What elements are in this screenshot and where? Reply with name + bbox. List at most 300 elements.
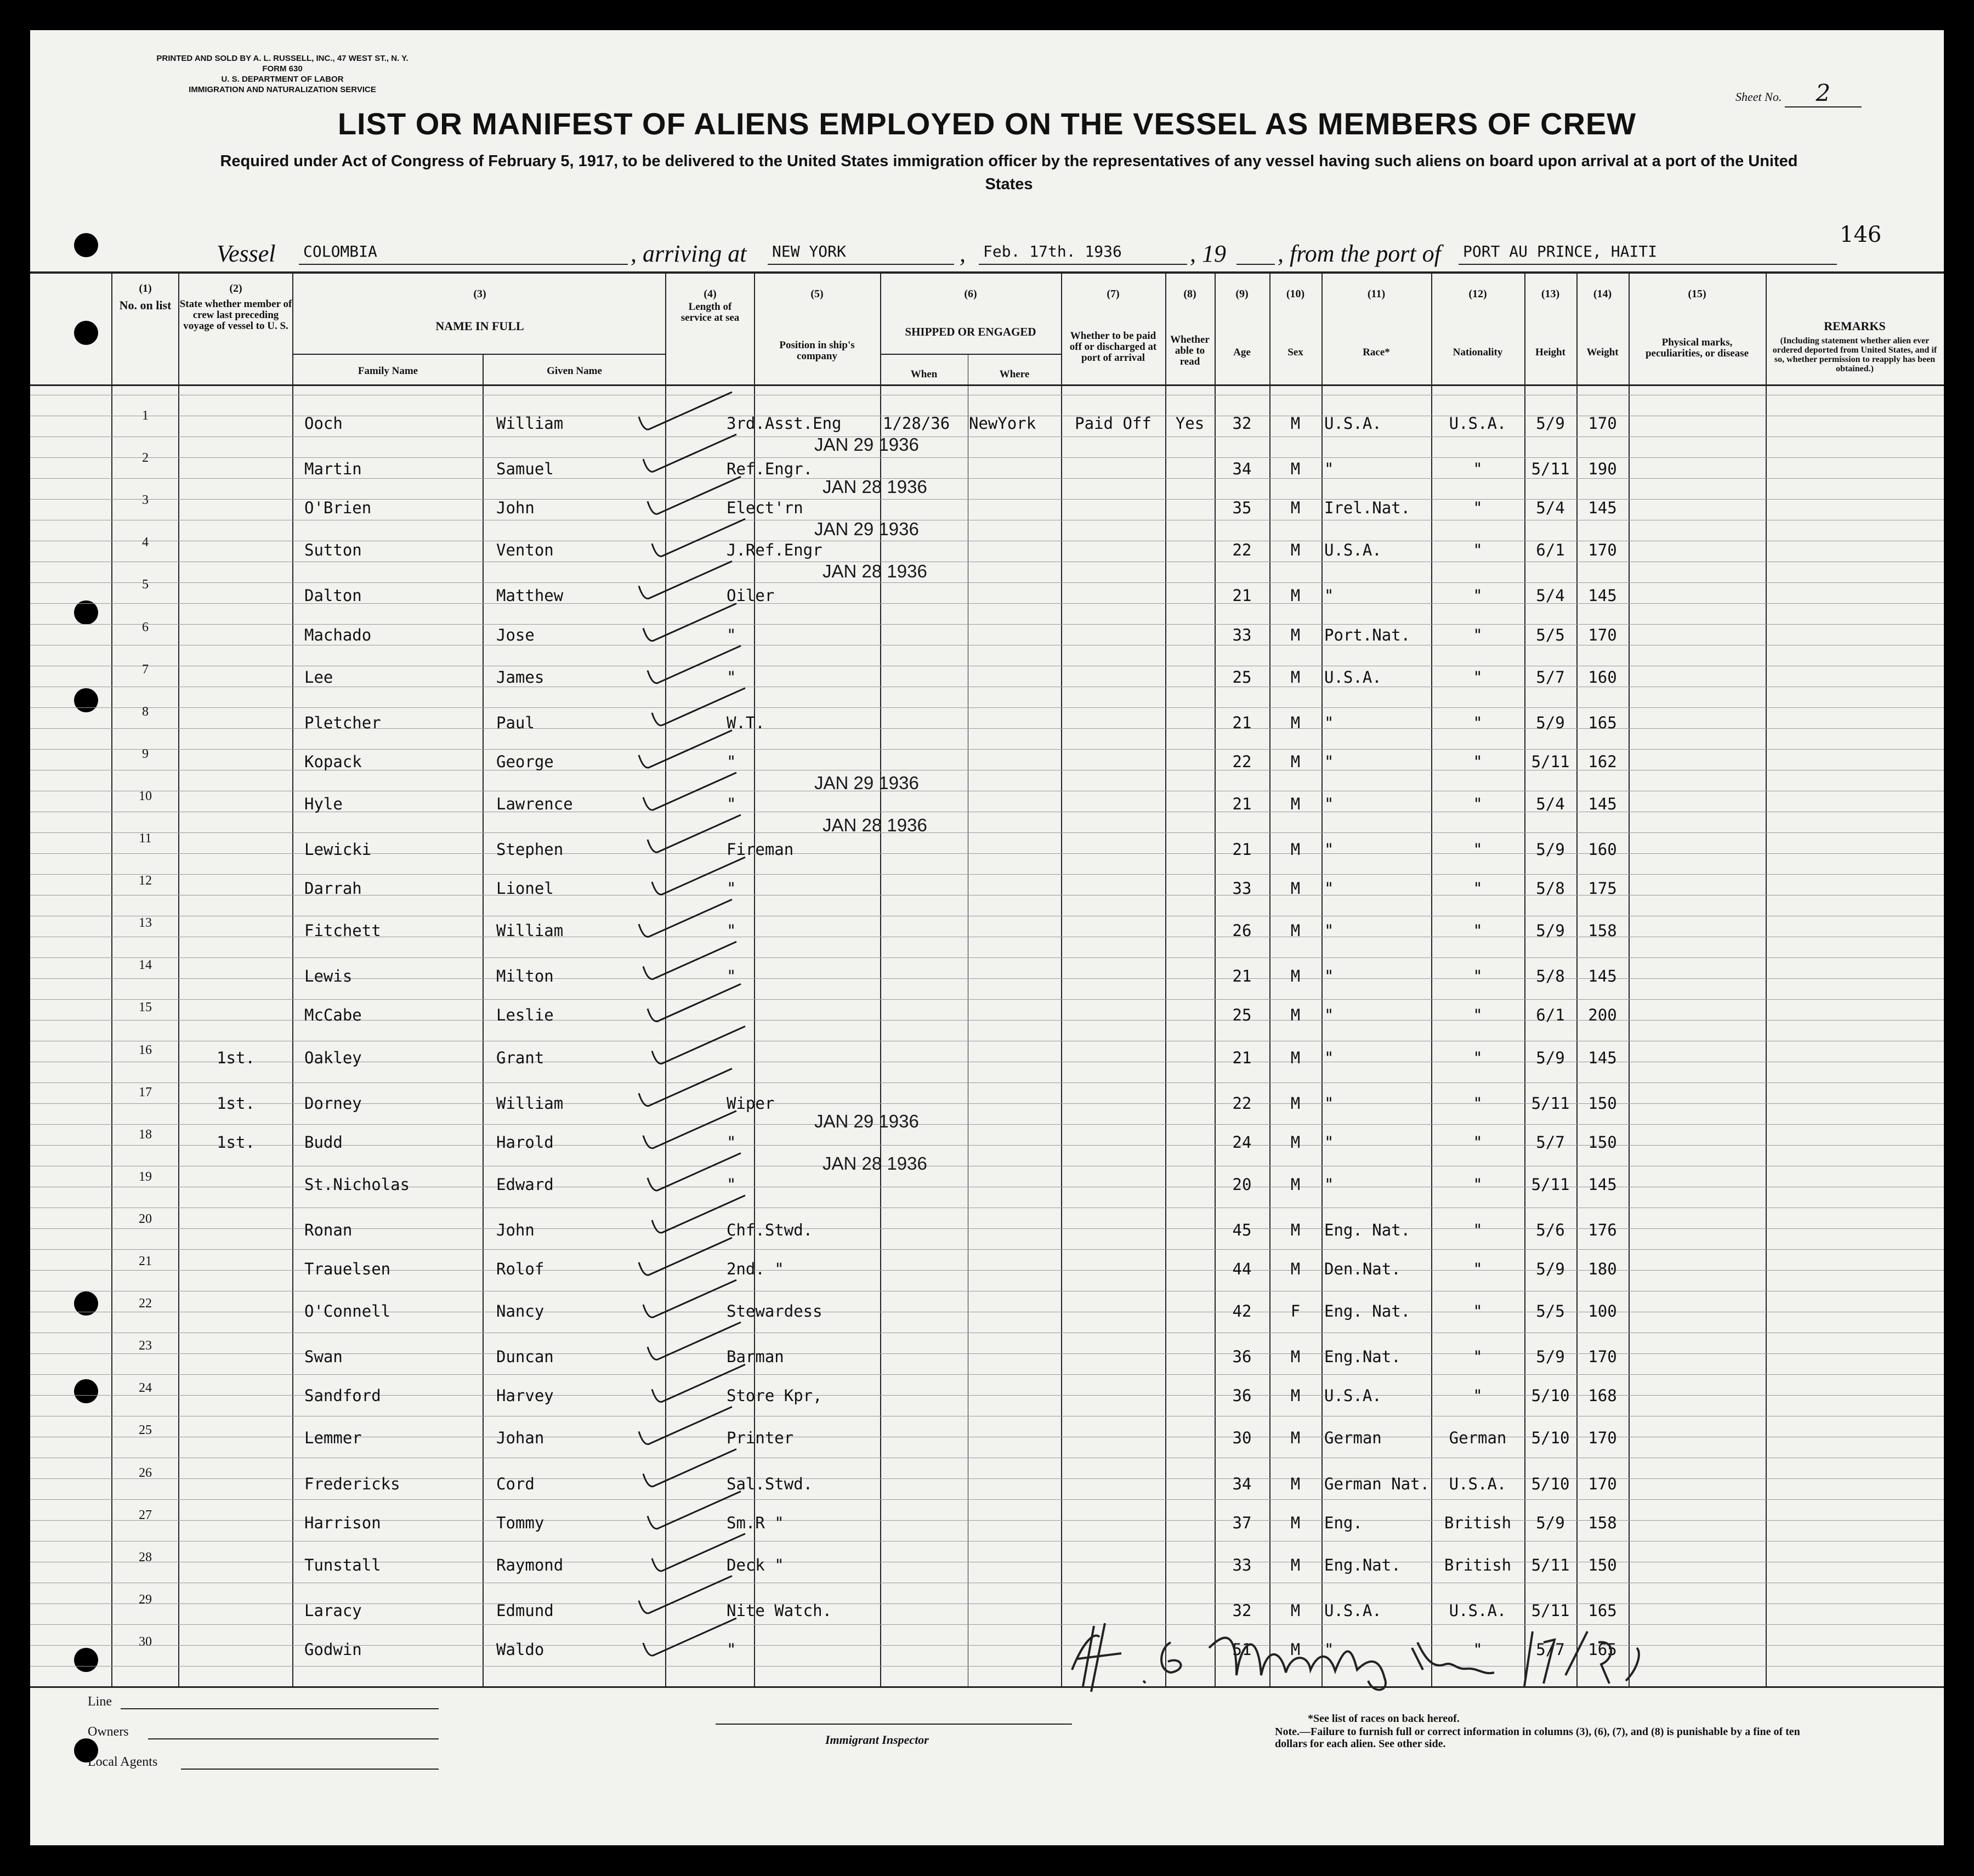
- cell-given: Milton: [496, 967, 554, 986]
- cell-weight: 145: [1588, 498, 1617, 518]
- cell-prev: 1st.: [217, 1048, 255, 1067]
- col-number: (15): [1688, 288, 1706, 300]
- ruled-line: [30, 1082, 1944, 1083]
- check-mark: [648, 477, 741, 514]
- cell-sex: M: [1290, 667, 1301, 687]
- cell-nat: ": [1473, 967, 1483, 986]
- cell-no: 23: [139, 1339, 152, 1353]
- cell-sex: M: [1290, 1474, 1301, 1493]
- date-stamp: JAN 28 1936: [822, 477, 927, 497]
- col-header-physical: Physical marks, peculiarities, or disease: [1645, 337, 1749, 359]
- cell-race: ": [1324, 460, 1334, 479]
- cell-family: Budd: [304, 1132, 343, 1152]
- cell-no: 10: [139, 789, 152, 803]
- cell-no: 13: [139, 916, 152, 931]
- cell-height: 5/11: [1531, 752, 1570, 771]
- cell-no: 20: [139, 1211, 152, 1226]
- cell-position: Oiler: [727, 586, 775, 605]
- table-header-bottom: [30, 384, 1944, 386]
- cell-race: ": [1324, 1132, 1334, 1152]
- check-mark: [648, 646, 741, 683]
- cell-given: Johan: [496, 1429, 544, 1448]
- cell-given: James: [496, 667, 544, 687]
- cell-age: 37: [1232, 1513, 1252, 1532]
- cell-weight: 170: [1588, 625, 1617, 644]
- cell-height: 5/9: [1536, 840, 1565, 859]
- comma-sep: ,: [960, 240, 966, 267]
- cell-weight: 190: [1588, 460, 1617, 479]
- col-number: (11): [1367, 288, 1386, 300]
- ruled-line: [30, 957, 1944, 958]
- cell-given: Lawrence: [496, 794, 573, 813]
- cell-age: 32: [1232, 1601, 1252, 1620]
- col-number: (10): [1286, 288, 1305, 300]
- arriving-label: , arriving at: [631, 240, 747, 267]
- column-divider: [1766, 274, 1767, 1686]
- cell-age: 20: [1232, 1175, 1252, 1194]
- cell-nat: ": [1473, 840, 1483, 859]
- cell-sex: M: [1290, 713, 1301, 732]
- col-number: (12): [1468, 288, 1487, 300]
- cell-age: 21: [1232, 840, 1252, 859]
- date-stamp: JAN 29 1936: [814, 772, 919, 793]
- check-mark: [648, 1322, 741, 1359]
- cell-given: George: [496, 752, 554, 771]
- cell-family: Godwin: [304, 1640, 362, 1659]
- binder-hole: [74, 321, 98, 345]
- cell-given: John: [496, 498, 535, 518]
- cell-race: Eng. Nat.: [1324, 1220, 1411, 1239]
- cell-race: ": [1324, 840, 1334, 859]
- service-checkmarks: [622, 387, 765, 1664]
- cell-height: 5/4: [1536, 586, 1565, 605]
- cell-family: Oakley: [304, 1048, 362, 1067]
- cell-no: 11: [139, 831, 152, 846]
- subheader-divider: [880, 354, 1061, 355]
- binder-hole: [74, 233, 98, 257]
- date-stamp: JAN 29 1936: [814, 519, 919, 540]
- cell-family: O'Brien: [304, 498, 372, 518]
- page-code: 146: [1840, 222, 1882, 247]
- cell-sex: M: [1290, 1386, 1301, 1405]
- cell-position: ": [727, 1132, 736, 1152]
- cell-given: Cord: [496, 1474, 535, 1493]
- cell-race: Eng.: [1324, 1513, 1363, 1532]
- cell-race: Den.Nat.: [1324, 1260, 1401, 1278]
- cell-weight: 150: [1588, 1132, 1617, 1152]
- cell-height: 5/5: [1536, 625, 1565, 644]
- form-number: FORM 630: [262, 64, 303, 73]
- year-blank: [1236, 239, 1275, 265]
- cell-weight: 100: [1588, 1302, 1617, 1321]
- cell-given: William: [496, 921, 564, 940]
- cell-age: 34: [1232, 1474, 1252, 1493]
- from-port-label: , from the port of: [1278, 240, 1441, 267]
- penalty-note: Note.—Failure to furnish full or correct information in columns (3), (6), (7), and (8) is punishable by a fine of ten dollars for each alien. See other side.: [1275, 1726, 1800, 1750]
- cell-family: Laracy: [304, 1601, 362, 1620]
- cell-weight: 165: [1588, 1601, 1617, 1620]
- check-mark: [648, 984, 741, 1021]
- cell-position: ": [727, 667, 736, 687]
- cell-given: Duncan: [496, 1347, 554, 1367]
- cell-where: NewYork: [969, 414, 1036, 433]
- cell-no: 16: [139, 1042, 152, 1057]
- cell-nat: ": [1473, 1006, 1483, 1025]
- check-mark: [643, 604, 736, 641]
- cell-family: St.Nicholas: [304, 1175, 410, 1194]
- cell-nat: ": [1473, 460, 1483, 479]
- cell-weight: 158: [1588, 1513, 1617, 1532]
- cell-family: Fitchett: [304, 921, 381, 940]
- cell-sex: M: [1290, 1347, 1301, 1367]
- cell-height: 5/9: [1536, 1347, 1565, 1367]
- cell-sex: M: [1290, 1513, 1301, 1532]
- check-mark: [639, 1069, 732, 1106]
- cell-weight: 160: [1588, 840, 1617, 859]
- cell-age: 25: [1232, 667, 1252, 687]
- col-header-remarks-note: (Including statement whether alien ever ordered deported from United States, and if so, whether permission to reapply has been obtained.): [1772, 336, 1937, 373]
- ruled-line: [30, 1499, 1944, 1500]
- cell-height: 5/5: [1536, 1302, 1565, 1321]
- cell-age: 22: [1232, 1093, 1252, 1113]
- cell-given: Edward: [496, 1175, 554, 1194]
- col-header-height: Height: [1535, 347, 1565, 358]
- cell-position: J.Ref.Engr: [727, 541, 822, 560]
- cell-weight: 158: [1588, 921, 1617, 940]
- cell-nat: ": [1473, 879, 1483, 898]
- cell-height: 6/1: [1536, 1006, 1565, 1025]
- cell-family: Swan: [304, 1347, 343, 1367]
- cell-race: Port.Nat.: [1324, 625, 1411, 644]
- cell-family: Fredericks: [304, 1474, 400, 1493]
- cell-no: 8: [142, 704, 149, 719]
- ruled-line: [30, 624, 1944, 625]
- cell-race: ": [1324, 967, 1334, 986]
- cell-height: 5/11: [1531, 1601, 1570, 1620]
- col-header-where: Where: [999, 369, 1030, 380]
- cell-no: 1: [142, 409, 149, 423]
- ruled-line: [30, 707, 1944, 708]
- cell-age: 34: [1232, 460, 1252, 479]
- cell-race: ": [1324, 1175, 1334, 1194]
- cell-no: 22: [139, 1296, 152, 1311]
- cell-height: 5/9: [1536, 414, 1565, 433]
- cell-age: 22: [1232, 541, 1252, 560]
- cell-nat: German: [1449, 1429, 1507, 1448]
- cell-given: Stephen: [496, 840, 564, 859]
- cell-sex: M: [1290, 1429, 1301, 1448]
- cell-nat: ": [1473, 586, 1483, 605]
- cell-no: 7: [142, 662, 149, 677]
- cell-family: Trauelsen: [304, 1260, 391, 1278]
- cell-nat: ": [1473, 498, 1483, 518]
- cell-given: John: [496, 1220, 535, 1239]
- cell-paid: Paid Off: [1075, 414, 1152, 433]
- cell-race: Irel.Nat.: [1324, 498, 1411, 518]
- cell-nat: ": [1473, 541, 1483, 560]
- cell-sex: M: [1290, 1601, 1301, 1620]
- cell-nat: ": [1473, 625, 1483, 644]
- cell-age: 21: [1232, 1048, 1252, 1067]
- cell-nat: ": [1473, 1347, 1483, 1367]
- cell-height: 5/8: [1536, 967, 1565, 986]
- cell-family: Lemmer: [304, 1429, 362, 1448]
- cell-family: Hyle: [304, 794, 343, 813]
- cell-position: ": [727, 1640, 736, 1659]
- cell-position: ": [727, 794, 736, 813]
- binder-hole: [74, 1379, 98, 1403]
- cell-age: 30: [1232, 1429, 1252, 1448]
- check-mark: [643, 1280, 736, 1317]
- check-mark: [652, 1027, 745, 1064]
- cell-position: Store Kpr,: [727, 1386, 822, 1405]
- cell-position: Deck ": [727, 1555, 784, 1574]
- cell-nat: ": [1473, 1132, 1483, 1152]
- cell-age: 21: [1232, 586, 1252, 605]
- column-divider: [1629, 274, 1630, 1686]
- agents-label: Local Agents: [88, 1755, 158, 1769]
- cell-race: ": [1324, 1640, 1334, 1659]
- cell-sex: M: [1290, 1132, 1301, 1152]
- date-stamp: JAN 28 1936: [822, 561, 927, 582]
- cell-height: 5/11: [1531, 1175, 1570, 1194]
- cell-nat: ": [1473, 794, 1483, 813]
- cell-given: Harold: [496, 1132, 554, 1152]
- cell-nat: ": [1473, 752, 1483, 771]
- cell-age: 25: [1232, 1006, 1252, 1025]
- cell-no: 25: [139, 1423, 152, 1438]
- cell-height: 5/7: [1536, 1132, 1565, 1152]
- cell-race: ": [1324, 794, 1334, 813]
- cell-age: 21: [1232, 794, 1252, 813]
- check-mark: [652, 519, 745, 556]
- check-mark: [639, 899, 732, 937]
- cell-race: U.S.A.: [1324, 667, 1382, 687]
- ruled-line: [30, 999, 1944, 1000]
- cell-age: 33: [1232, 1555, 1252, 1574]
- cell-prev: 1st.: [217, 1093, 255, 1113]
- cell-weight: 145: [1588, 1175, 1617, 1194]
- cell-position: ": [727, 967, 736, 986]
- cell-position: Nite Watch.: [727, 1601, 832, 1620]
- col-header-weight: Weight: [1586, 347, 1619, 358]
- cell-no: 5: [142, 577, 149, 592]
- arrival-date: Feb. 17th. 1936: [979, 239, 1187, 265]
- cell-race: ": [1324, 713, 1334, 732]
- cell-height: 5/9: [1536, 713, 1565, 732]
- printer-info: [85, 53, 480, 95]
- cell-no: 12: [139, 874, 152, 888]
- inspector-label: Immigrant Inspector: [825, 1733, 929, 1747]
- cell-weight: 200: [1588, 1006, 1617, 1025]
- check-mark: [652, 1195, 745, 1233]
- cell-weight: 160: [1588, 667, 1617, 687]
- col-header-able-read: Whether able to read: [1170, 334, 1210, 367]
- cell-no: 30: [139, 1634, 152, 1649]
- cell-sex: M: [1290, 586, 1301, 605]
- cell-sex: M: [1290, 752, 1301, 771]
- cell-nat: U.S.A.: [1449, 414, 1507, 433]
- cell-height: 5/11: [1531, 460, 1570, 479]
- cell-race: U.S.A.: [1324, 541, 1382, 560]
- cell-nat: ": [1473, 1640, 1483, 1659]
- inspector-blank: [716, 1724, 1072, 1725]
- cell-sex: M: [1290, 921, 1301, 940]
- cell-race: ": [1324, 1006, 1334, 1025]
- col-header-shipped: SHIPPED OR ENGAGED: [905, 325, 1036, 338]
- col-header-age: Age: [1233, 347, 1251, 358]
- cell-no: 24: [139, 1381, 152, 1396]
- cell-given: Edmund: [496, 1601, 554, 1620]
- column-divider: [1321, 274, 1323, 1686]
- col-header-nationality: Nationality: [1453, 347, 1503, 358]
- check-mark: [643, 1449, 736, 1487]
- cell-read: Yes: [1175, 414, 1205, 433]
- col-number: (4): [704, 288, 717, 300]
- col-header-previous-voyage: State whether member of crew last preceding voyage of vessel to U. S.: [179, 298, 292, 332]
- cell-nat: ": [1473, 1260, 1483, 1278]
- check-mark: [643, 434, 736, 472]
- cell-height: 5/10: [1531, 1429, 1570, 1448]
- cell-no: 29: [139, 1592, 152, 1607]
- cell-given: Venton: [496, 541, 554, 560]
- cell-race: ": [1324, 1048, 1334, 1067]
- cell-sex: M: [1290, 625, 1301, 644]
- manifest-sheet: [30, 30, 1944, 1845]
- cell-no: 3: [142, 493, 149, 508]
- cell-given: Paul: [496, 713, 535, 732]
- ruled-line: [30, 478, 1944, 479]
- cell-weight: 170: [1588, 414, 1617, 433]
- cell-family: Dalton: [304, 586, 362, 605]
- ruled-line: [30, 1374, 1944, 1375]
- cell-race: ": [1324, 586, 1334, 605]
- line-label: Line: [88, 1694, 112, 1709]
- cell-nat: ": [1473, 1093, 1483, 1113]
- cell-race: U.S.A.: [1324, 1386, 1382, 1405]
- cell-given: Nancy: [496, 1302, 544, 1321]
- cell-race: Eng.Nat.: [1324, 1347, 1401, 1367]
- cell-height: 5/7: [1536, 1640, 1565, 1659]
- cell-height: 6/1: [1536, 541, 1565, 560]
- column-divider: [292, 274, 293, 1686]
- cell-when: 1/28/36: [883, 414, 950, 433]
- cell-age: 45: [1232, 1220, 1252, 1239]
- col-number: (5): [810, 288, 824, 300]
- cell-position: ": [727, 625, 736, 644]
- cell-given: Rolof: [496, 1260, 544, 1278]
- check-mark: [639, 1576, 732, 1613]
- cell-family: Lee: [304, 667, 333, 687]
- cell-race: ": [1324, 879, 1334, 898]
- cell-age: 24: [1232, 1132, 1252, 1152]
- cell-position: Fireman: [727, 840, 794, 859]
- cell-sex: M: [1290, 1093, 1301, 1113]
- cell-given: Tommy: [496, 1513, 544, 1532]
- col-header-no: No. on list: [119, 298, 172, 312]
- cell-given: Waldo: [496, 1640, 544, 1659]
- arriving-port: NEW YORK: [768, 239, 954, 265]
- cell-given: Leslie: [496, 1006, 554, 1025]
- column-divider: [178, 274, 179, 1686]
- cell-position: ": [727, 1175, 736, 1194]
- cell-sex: M: [1290, 541, 1301, 560]
- binder-hole: [74, 688, 98, 712]
- cell-given: William: [496, 1093, 564, 1113]
- check-mark: [652, 1534, 745, 1571]
- cell-weight: 170: [1588, 541, 1617, 560]
- cell-given: Matthew: [496, 586, 564, 605]
- departure-port: PORT AU PRINCE, HAITI: [1459, 239, 1837, 265]
- cell-position: 2nd. ": [727, 1260, 784, 1278]
- cell-position: ": [727, 921, 736, 940]
- check-mark: [648, 815, 741, 852]
- col-header-remarks: REMARKS: [1824, 319, 1886, 333]
- signature-scribble: [1061, 1609, 1675, 1697]
- cell-position: ": [727, 752, 736, 771]
- check-mark: [652, 1364, 745, 1402]
- check-mark: [639, 730, 732, 768]
- cell-age: 33: [1232, 625, 1252, 644]
- cell-position: Stewardess: [727, 1302, 822, 1321]
- cell-age: 21: [1232, 967, 1252, 986]
- line-blank: [121, 1708, 439, 1709]
- date-stamp: JAN 29 1936: [814, 1110, 919, 1131]
- cell-given: Jose: [496, 625, 535, 644]
- year-label: , 19: [1190, 240, 1226, 267]
- binder-hole: [74, 600, 98, 625]
- check-mark: [648, 1492, 741, 1529]
- cell-family: McCabe: [304, 1006, 362, 1025]
- cell-position: Barman: [727, 1347, 784, 1367]
- cell-sex: M: [1290, 1175, 1301, 1194]
- cell-age: 32: [1232, 414, 1252, 433]
- cell-sex: M: [1290, 1260, 1301, 1278]
- cell-weight: 145: [1588, 967, 1617, 986]
- cell-height: 5/9: [1536, 1048, 1565, 1067]
- page-subtitle: Required under Act of Congress of February 5, 1917, to be delivered to the United States immigration officer by the representatives of any vessel having such aliens on board upon arrival at a port of the United States: [220, 152, 1798, 193]
- cell-weight: 175: [1588, 879, 1617, 898]
- cell-no: 18: [139, 1127, 152, 1142]
- cell-race: Eng. Nat.: [1324, 1302, 1411, 1321]
- cell-prev: 1st.: [217, 1132, 255, 1152]
- cell-race: U.S.A.: [1324, 414, 1382, 433]
- cell-family: Sandford: [304, 1386, 381, 1405]
- cell-nat: ": [1473, 1386, 1483, 1405]
- races-note: *See list of races on back hereof.: [1308, 1713, 1460, 1725]
- check-mark: [643, 942, 736, 979]
- cell-race: German Nat.: [1324, 1474, 1430, 1493]
- cell-age: 35: [1232, 498, 1252, 518]
- cell-age: 26: [1232, 921, 1252, 940]
- cell-given: Raymond: [496, 1555, 564, 1574]
- cell-no: 2: [142, 451, 149, 466]
- cell-height: 5/4: [1536, 794, 1565, 813]
- cell-sex: M: [1290, 1555, 1301, 1574]
- cell-given: William: [496, 414, 564, 433]
- cell-sex: M: [1290, 460, 1301, 479]
- col-number: (6): [964, 288, 977, 300]
- cell-sex: M: [1290, 414, 1301, 433]
- cell-no: 17: [139, 1085, 152, 1099]
- check-mark: [643, 1111, 736, 1148]
- cell-given: Grant: [496, 1048, 544, 1067]
- cell-weight: 176: [1588, 1220, 1617, 1239]
- cell-no: 19: [139, 1169, 152, 1184]
- cell-height: 5/11: [1531, 1093, 1570, 1113]
- agents-blank: [181, 1769, 439, 1770]
- cell-family: Lewicki: [304, 840, 372, 859]
